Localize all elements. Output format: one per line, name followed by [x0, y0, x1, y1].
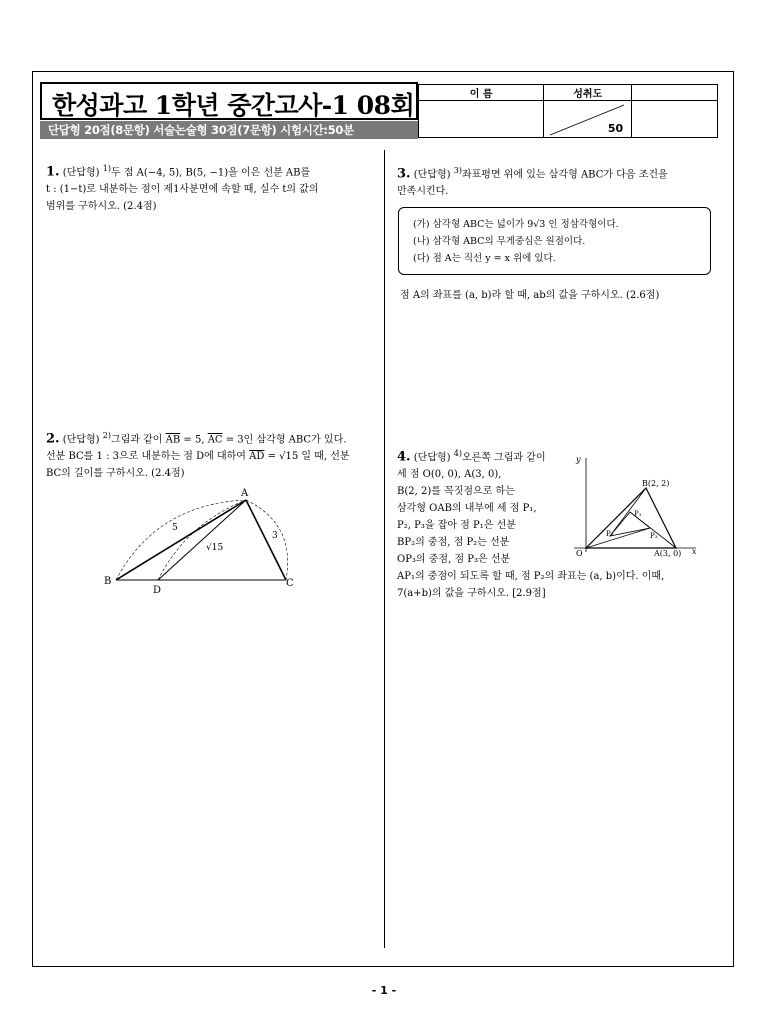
column-divider [384, 150, 385, 948]
question-text: P₂, P₃을 잡아 점 P₁은 선분 [397, 520, 516, 532]
question-number: 3. [397, 166, 411, 182]
info-table [418, 84, 718, 138]
question-type: (단답형) [413, 169, 451, 181]
question-text: 삼각형 OAB의 내부에 세 점 P₁, [397, 503, 537, 515]
question-3-ask: 점 A의 좌표를 (a, b)라 할 때, ab의 값을 구하시오. (2.6점) [400, 290, 660, 301]
question-type: (단답형) [62, 434, 100, 446]
label-b-point: B(2, 2) [642, 479, 670, 488]
x-axis-label: x [692, 547, 697, 556]
question-2: 2. (단답형) $^{2)}$그림과 같이 $\overline{AB} = 5$, $\overline{AC} = 3$인 삼각형 ABC가 있다. 선분 BC를 1 : 3으로 내분하는 점 D에 대하여 $\overline{AD} = √15$ 일 때, 선분 BC의 길이를 구하시오. (2.4점) [46, 427, 376, 482]
label-ab-length: 5 [172, 523, 178, 533]
triangle-oab [586, 488, 676, 548]
question-text: 세 점 O(0, 0), A(3, 0), [397, 469, 502, 481]
triangle-p1p2p3 [610, 512, 650, 536]
question-number: 2. [46, 431, 60, 447]
question-ref: 2) [102, 431, 111, 440]
question-text: 범위를 구하시오. (2.4점) [46, 201, 157, 213]
triangle-figure [96, 484, 306, 594]
label-ac-length: 3 [272, 531, 278, 541]
side-ac [246, 500, 286, 580]
label-p1: P₁ [634, 510, 642, 518]
condition-b: (나) 삼각형 ABC의 무게중심은 원점이다. [413, 236, 586, 247]
coordinate-figure [570, 452, 702, 562]
label-ad-length: √15 [206, 543, 224, 553]
question-text: OP₃의 중점, 점 P₃은 선분 [397, 554, 511, 566]
label-d: D [153, 585, 162, 594]
question-ref: 1) [102, 164, 111, 173]
question-number: 4. [397, 449, 411, 465]
condition-c: (다) 점 A는 직선 y = x 위에 있다. [413, 253, 556, 264]
question-text: BP₂의 중점, 점 P₂는 선분 [397, 537, 510, 549]
name-label: 이 름 [419, 85, 544, 101]
label-o-point: O [576, 549, 583, 558]
name-field [419, 101, 544, 138]
segment-ad-line [158, 500, 246, 580]
question-text: B(2, 2)를 꼭짓점으로 하는 [397, 486, 515, 498]
label-a: A [241, 488, 249, 499]
exam-title: 한성과고 1학년 중간고사-1 08회 [52, 91, 415, 120]
label-b: B [104, 576, 112, 587]
question-text: BC의 길이를 구하시오. (2.4점) [46, 468, 185, 480]
score-label: 성취도 [544, 85, 632, 101]
question-text: t : (1−t)로 내분하는 점이 제1사분면에 속할 때, 실수 t의 값의 [46, 184, 319, 196]
question-text: 두 점 A(−4, 5), B(5, −1)을 이은 선분 AB를 [110, 167, 311, 179]
question-1 [46, 160, 376, 215]
question-type: (단답형) [413, 452, 451, 464]
y-axis-label: y [576, 455, 581, 464]
question-3 [397, 162, 717, 200]
page-number: - 1 - [371, 984, 397, 997]
score-cell [544, 101, 632, 138]
question-text: 좌표평면 위에 있는 삼각형 ABC가 다음 조건을 [461, 169, 668, 181]
label-a-point: A(3, 0) [654, 549, 682, 558]
condition-a: (가) 삼각형 ABC는 넓이가 9√3 인 정삼각형이다. [413, 219, 619, 230]
question-text: AP₁의 중점이 되도록 할 때, 점 P₂의 좌표는 (a, b)이다. 이때, [397, 571, 665, 583]
segment-ac: $\overline{AC}$ [207, 434, 223, 446]
question-text: 오른쪽 그림과 같이 [461, 452, 546, 464]
exam-subtitle: 단답형 20점(8문항) 서술논술형 30점(7문항) 시험시간:50분 [40, 121, 418, 139]
question-ref: 3) [453, 166, 462, 175]
question-number: 1. [46, 164, 60, 180]
question-ref: 4) [453, 449, 462, 458]
segment-ad: $\overline{AD}$ [249, 451, 265, 463]
conditions-box [398, 207, 711, 275]
label-p2: P₂ [606, 530, 614, 538]
label-p3: P₃ [650, 532, 658, 540]
question-text: 만족시킨다. [397, 186, 449, 198]
title-box [40, 82, 418, 120]
question-type: (단답형) [62, 167, 100, 179]
question-text: 7(a+b)의 값을 구하시오. [2.9점] [397, 588, 546, 600]
segment-ab: $\overline{AB}$ [165, 434, 181, 446]
side-ab [116, 500, 246, 580]
label-c: C [286, 578, 294, 589]
score-value: 50 [607, 122, 624, 135]
